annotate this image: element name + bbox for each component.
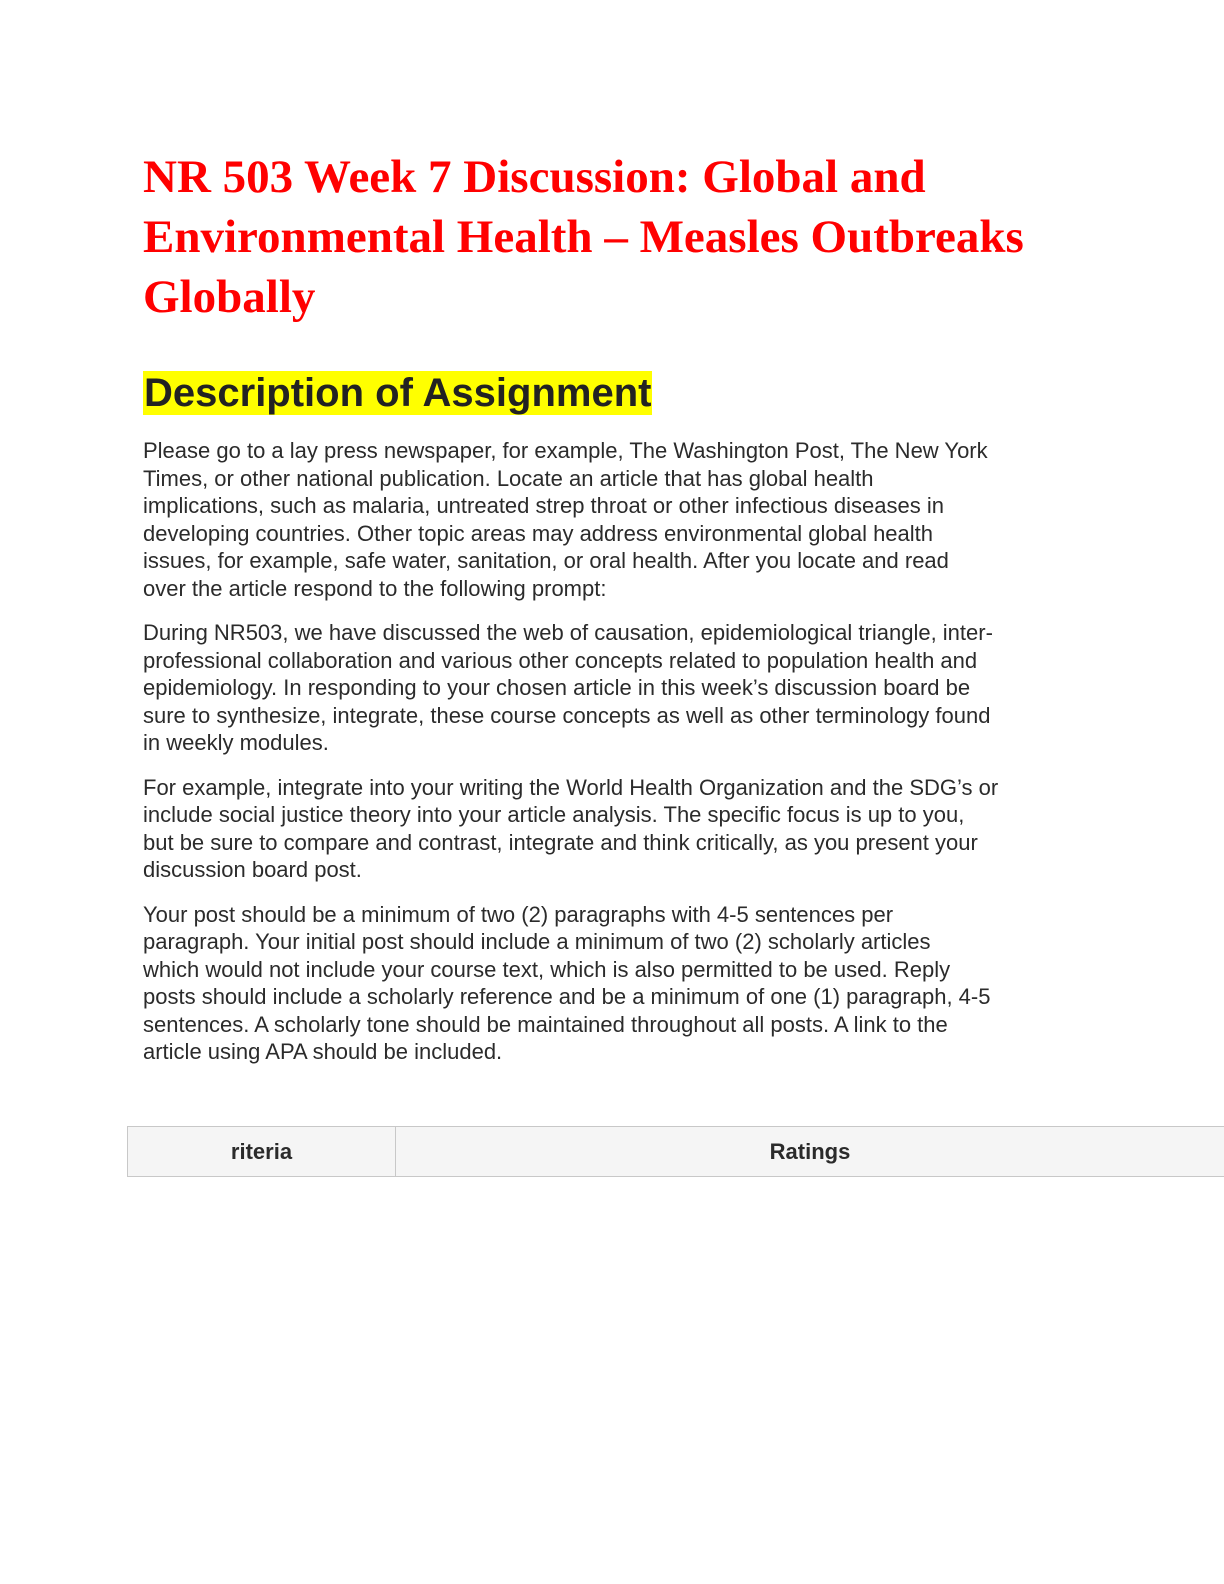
text-line: in weekly modules.: [143, 730, 329, 755]
title-line: Environmental Health – Measles Outbreaks: [143, 211, 1024, 263]
text-line: issues, for example, safe water, sanitation, or oral health. After you locate and read: [143, 548, 949, 573]
text-line: professional collaboration and various other concepts related to population health and: [143, 647, 978, 673]
paragraph-post-requirements: [143, 901, 1083, 1066]
text-line: Times, or other national publication. Locate an article that has global health: [143, 465, 874, 491]
text-line: For example, integrate into your writing the World Health Organization and the SDG’s or: [143, 774, 999, 800]
text-line: During NR503, we have discussed the web of causation, epidemiological triangle, inter-: [143, 620, 993, 645]
title-line: NR 503 Week 7 Discussion: Global and: [143, 151, 926, 203]
highlighted-heading-text: Description of Assignment: [144, 371, 652, 415]
text-line: over the article respond to the following prompt:: [143, 575, 607, 601]
document-title: [143, 147, 1103, 327]
text-line: developing countries. Other topic areas may address environmental global health: [143, 520, 934, 546]
paragraph-example: [143, 774, 1083, 884]
text-line: epidemiology. In responding to your chosen article in this week’s discussion board be: [143, 675, 971, 700]
text-line: Your post should be a minimum of two (2) paragraphs with 4-5 sentences per: [143, 901, 894, 927]
title-line: Globally: [143, 271, 316, 323]
text-line: article using APA should be included.: [143, 1039, 503, 1064]
paragraph-instructions: [143, 437, 1083, 602]
text-line: include social justice theory into your article analysis. The specific focus is up to you,: [143, 802, 965, 827]
text-line: sentences. A scholarly tone should be maintained throughout all posts. A link to the: [143, 1011, 948, 1037]
text-line: which would not include your course text, which is also permitted to be used. Reply: [143, 956, 951, 982]
text-line: Please go to a lay press newspaper, for example, The Washington Post, The New York: [143, 438, 988, 463]
rubric-header-criteria: riteria: [128, 1127, 396, 1176]
rubric-header-ratings: Ratings: [769, 1138, 851, 1164]
section-heading: [143, 367, 652, 419]
text-line: paragraph. Your initial post should include a minimum of two (2) scholarly articles: [143, 929, 931, 954]
paragraph-course-concepts: [143, 619, 1083, 757]
text-line: posts should include a scholarly reference and be a minimum of one (1) paragraph, 4-5: [143, 984, 991, 1009]
text-line: sure to synthesize, integrate, these course concepts as well as other terminology found: [143, 702, 991, 728]
rubric-table-header: [127, 1126, 1224, 1177]
text-line: but be sure to compare and contrast, integrate and think critically, as you present your: [143, 829, 978, 855]
assignment-description: [143, 437, 1083, 1083]
text-line: implications, such as malaria, untreated strep throat or other infectious diseases in: [143, 493, 944, 518]
text-line: discussion board post.: [143, 857, 362, 882]
